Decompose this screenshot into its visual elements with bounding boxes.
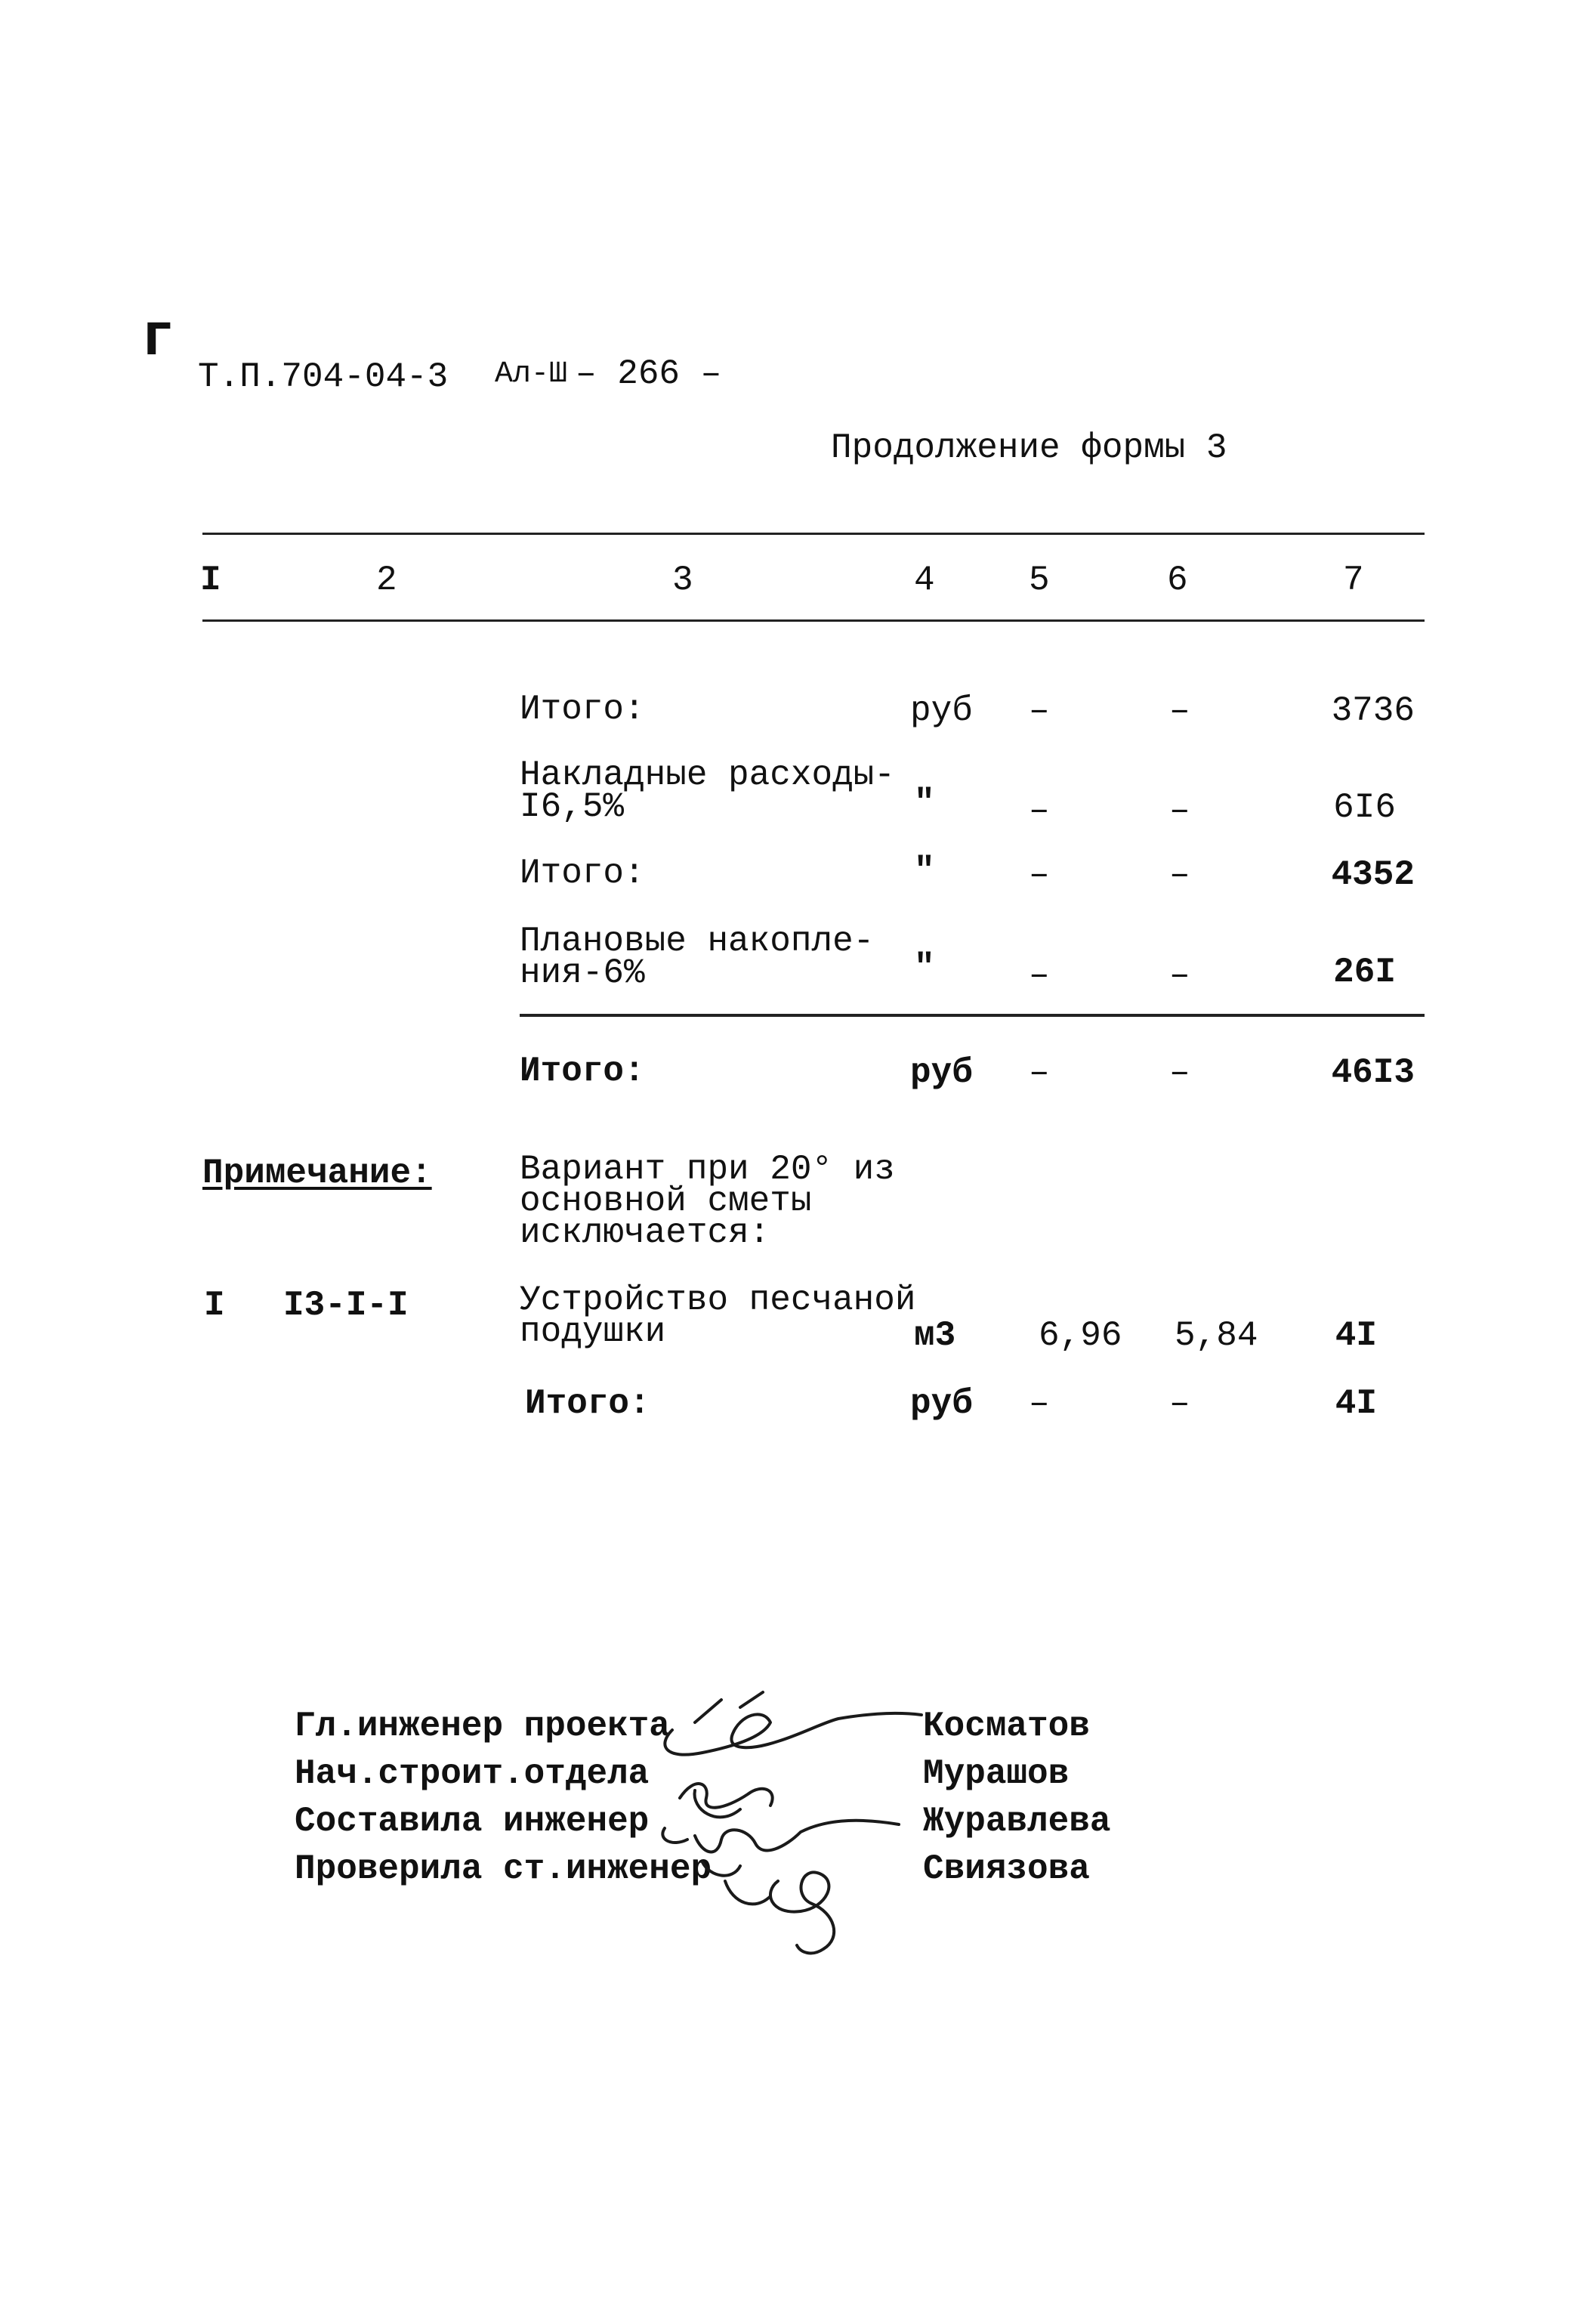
row-col6: – [1169, 956, 1190, 995]
corner-mark: Г [144, 314, 171, 365]
row-col6: – [1169, 691, 1190, 731]
column-number: 2 [376, 561, 397, 600]
row-col6: – [1169, 791, 1190, 830]
row-unit: " [914, 851, 935, 891]
item-total: 4I [1335, 1316, 1377, 1355]
column-number: 7 [1343, 561, 1364, 600]
row-total: 26I [1333, 953, 1396, 992]
row-total: 46I3 [1331, 1053, 1415, 1092]
row-name: Итого: [520, 690, 645, 729]
row-col6: – [1169, 855, 1190, 894]
column-number: 3 [672, 561, 693, 600]
row-col6: – [1169, 1053, 1190, 1092]
item-unit: м3 [914, 1316, 956, 1355]
handwritten-signatures [650, 1677, 937, 1949]
item-name: Устройство песчаной подушки [520, 1280, 916, 1352]
row-unit: " [914, 783, 935, 823]
note-total-name: Итого: [525, 1384, 650, 1423]
signature-role: Нач.строит.отдела [295, 1754, 650, 1793]
signature-role: Составила инженер [295, 1802, 650, 1841]
signer-name: Мурашов [923, 1754, 1070, 1793]
row-total: 4352 [1331, 855, 1415, 894]
row-unit: руб [910, 691, 973, 731]
row-unit: " [914, 948, 935, 987]
row-col5: – [1029, 691, 1050, 731]
note-label: Примечание: [202, 1154, 432, 1193]
doc-code: Т.П.704-04-3 [198, 357, 449, 397]
column-number: 6 [1167, 561, 1188, 600]
signature-role: Гл.инженер проекта [295, 1707, 670, 1746]
signer-name: Косматов [923, 1707, 1090, 1746]
signer-name: Свиязова [923, 1849, 1090, 1889]
item-col6: 5,84 [1175, 1316, 1258, 1355]
note-total-value: 4I [1335, 1384, 1377, 1423]
column-number: 4 [914, 561, 935, 600]
album-code: Ал-Ш [495, 357, 568, 391]
table-top-rule [202, 533, 1425, 535]
row-col5: – [1029, 956, 1050, 995]
row-total: 6I6 [1333, 788, 1396, 827]
row-col5: – [1029, 855, 1050, 894]
row-col5: – [1029, 791, 1050, 830]
row-total: 3736 [1331, 691, 1415, 731]
subtotal-rule [520, 1014, 1425, 1017]
row-name: Итого: [520, 1052, 645, 1091]
item-col5: 6,96 [1039, 1316, 1122, 1355]
row-col5: – [1029, 1053, 1050, 1092]
row-name: Накладные расходы- I6,5% [520, 755, 895, 826]
column-number: I [200, 561, 221, 600]
note-total-unit: руб [910, 1384, 973, 1423]
note-text: Вариант при 20° из основной сметы исключается: [520, 1150, 895, 1253]
form-title: Продолжение формы 3 [831, 428, 1227, 468]
row-name: Плановые накопле- ния-6% [520, 922, 875, 993]
row-name: Итого: [520, 854, 645, 893]
note-total-col6: – [1169, 1384, 1190, 1423]
column-number: 5 [1029, 561, 1050, 600]
note-total-col5: – [1029, 1384, 1050, 1423]
table-header-rule [202, 619, 1425, 622]
row-unit: руб [910, 1053, 973, 1092]
page-number: – 266 – [576, 354, 722, 394]
signature-role: Проверила ст.инженер [295, 1849, 712, 1889]
item-number: I [204, 1286, 225, 1325]
item-code: I3-I-I [283, 1286, 409, 1325]
signer-name: Журавлева [923, 1802, 1111, 1841]
